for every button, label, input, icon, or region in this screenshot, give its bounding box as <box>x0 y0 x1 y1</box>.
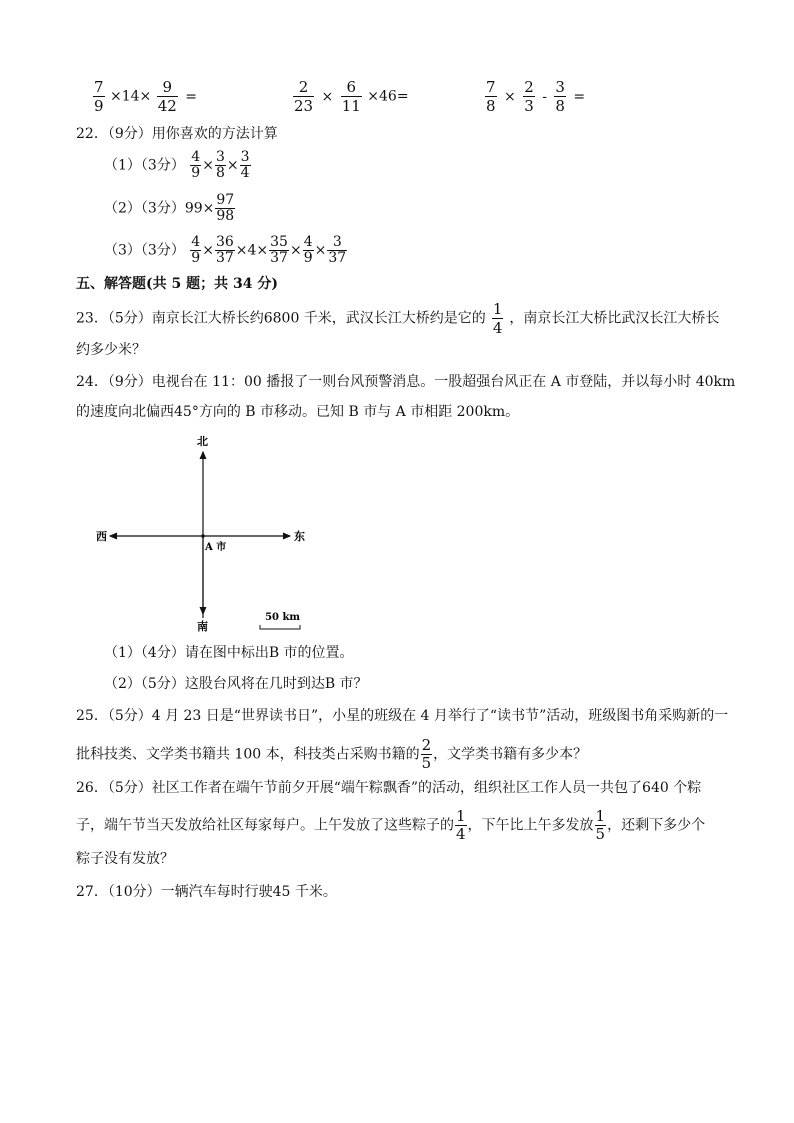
q22-part-2: （2）（3分）99× $\frac{97}{98}$ <box>104 192 235 224</box>
question-26-line-2: 子，端午节当天发放给社区每家每户。上午发放了这些粽子的 $\frac{1}{4}$ ，下午比上午多发放 $\frac{1}{5}$ ，还剩下多少个 <box>76 807 706 843</box>
question-23: 23．（5分）南京长江大桥长约6800 千米，武汉长江大桥约是它的 $\frac{1}{4}$ ，南京长江大桥比武汉长江大桥长 <box>76 300 720 337</box>
question-24-sub-1: （1）（4分）请在图中标出B 市的位置。 <box>104 645 354 661</box>
expression-3: $\frac{7}{8}$ × $\frac{2}{3}$ - $\frac{3}{8}$ = <box>486 78 586 115</box>
compass-map <box>88 430 318 635</box>
question-26-line-1: 26．（5分）社区工作者在端午节前夕开展“端午粽飘香”的活动，组织社区工作人员一共包了640 个粽 <box>76 780 702 796</box>
north-label: 北 <box>197 435 208 448</box>
expression-1: $\frac{7}{9}$ ×14× $\frac{9}{42}$ = <box>94 78 198 115</box>
fraction: $\frac{2}{3}$ <box>524 78 534 115</box>
fraction: $\frac{9}{42}$ <box>157 78 177 115</box>
question-23-line-2: 约多少米？ <box>76 342 146 358</box>
city-a-point <box>201 534 205 538</box>
question-24-line-1: 24．（9分）电视台在 11：00 播报了一则台风预警消息。一股超强台风正在 A 市登陆，并以每小时 40km <box>76 374 736 390</box>
fraction: $\frac{3}{8}$ <box>555 78 565 115</box>
question-25-line-1: 25．（5分）4 月 23 日是“世界读书日”，小星的班级在 4 月举行了“读书节”活动，班级图书角采购新的一 <box>76 708 729 724</box>
fraction: $\frac{7}{8}$ <box>486 78 496 115</box>
center-label: A 市 <box>205 542 227 553</box>
q22-part-1: （1）（3分） $\frac{4}{9}$ × $\frac{3}{8}$ × $\frac{3}{4}$ <box>104 149 250 181</box>
q22-part-3: （3）（3分） $\frac{4}{9}$ × $\frac{36}{37}$ ×4× $\frac{35}{37}$ × $\frac{4}{9}$ × $\frac{3}{37}$ <box>104 234 347 266</box>
fraction: $\frac{7}{9}$ <box>94 78 104 115</box>
east-label: 东 <box>294 530 305 543</box>
question-25-line-2: 批科技类、文学类书籍共 100 本，科技类占采购书籍的 $\frac{2}{5}$ ，文学类书籍有多少本？ <box>76 736 588 772</box>
scale-label: 50 km <box>265 612 300 623</box>
question-24-line-2: 的速度向北偏西45°方向的 B 市移动。已知 B 市与 A 市相距 200km。 <box>76 404 520 420</box>
question-24-sub-2: （2）（5分）这股台风将在几时到达B 市？ <box>104 676 368 692</box>
question-27: 27．（10分）一辆汽车每时行驶45 千米。 <box>76 884 337 900</box>
question-26-line-3: 粽子没有发放？ <box>76 851 174 867</box>
fraction: $\frac{2}{23}$ <box>294 78 314 115</box>
scale-bar <box>260 625 300 629</box>
question-22-heading: 22．（9分）用你喜欢的方法计算 <box>76 126 278 142</box>
fraction: $\frac{6}{11}$ <box>341 78 361 115</box>
south-label: 南 <box>197 620 208 633</box>
expression-2: $\frac{2}{23}$ × $\frac{6}{11}$ ×46= <box>294 78 409 115</box>
section-heading: 五、解答题(共 5 题；共 34 分) <box>76 276 278 292</box>
west-label: 西 <box>96 530 107 543</box>
